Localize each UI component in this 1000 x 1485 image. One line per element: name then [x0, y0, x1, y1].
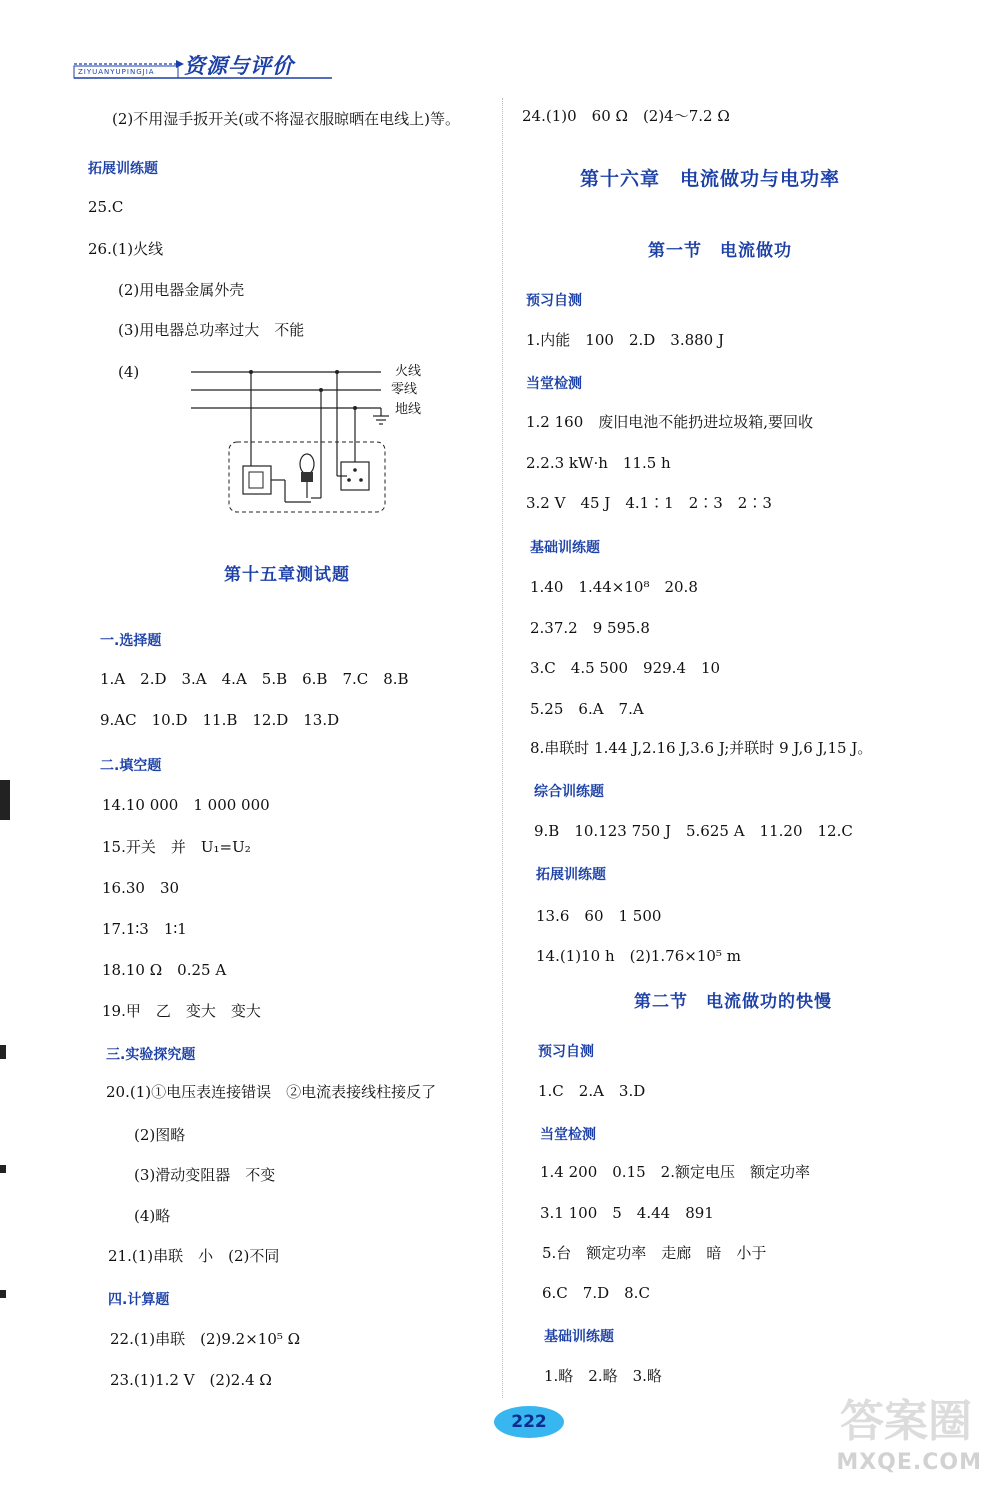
answer-line: 9.AC 10.D 11.B 12.D 13.D: [100, 711, 340, 729]
page-number: 222: [494, 1406, 564, 1438]
answer-line: 1.C 2.A 3.D: [538, 1082, 646, 1100]
section-heading: 四.计算题: [108, 1292, 170, 1308]
section-title: 第一节 电流做功: [648, 241, 792, 261]
section-heading: 二.填空题: [100, 758, 162, 774]
answer-line: 2.2.3 kW·h 11.5 h: [526, 454, 671, 472]
live-wire-label: 火线: [395, 364, 422, 379]
answer-line: (2)用电器金属外壳: [118, 281, 245, 299]
answer-line: 1.4 200 0.15 2.额定电压 额定功率: [540, 1163, 810, 1181]
answer-line: 20.(1)①电压表连接错误 ②电流表接线柱接反了: [106, 1083, 437, 1101]
earth-wire-label: 地线: [395, 402, 422, 417]
answer-line: 6.C 7.D 8.C: [542, 1284, 650, 1302]
answer-line: 1.40 1.44×10⁸ 20.8: [530, 578, 698, 596]
section-heading: 拓展训练题: [88, 161, 158, 177]
neutral-wire-label: 零线: [391, 382, 418, 397]
section-heading: 一.选择题: [100, 633, 162, 649]
answer-line: 14.(1)10 h (2)1.76×10⁵ m: [536, 947, 741, 965]
answer-line: (3)用电器总功率过大 不能: [118, 321, 305, 339]
header-subtitle: ZIYUANYUPINGJIA: [78, 68, 155, 76]
answer-line: 3.1 100 5 4.44 891: [540, 1204, 714, 1222]
watermark-logo: 答案圈: [840, 1396, 972, 1447]
answer-line: 17.1∶3 1∶1: [102, 920, 187, 938]
section-heading: 基础训练题: [544, 1329, 614, 1345]
answer-line: 1.2 160 废旧电池不能扔进垃圾箱,要回收: [526, 413, 814, 431]
watermark-url: MXQE.COM: [836, 1450, 982, 1475]
header-logo: [72, 46, 334, 84]
answer-line: 13.6 60 1 500: [536, 907, 662, 925]
answer-line: 8.串联时 1.44 J,2.16 J,3.6 J;并联时 9 J,6 J,15 J。: [530, 739, 873, 757]
answer-line: 3.C 4.5 500 929.4 10: [530, 659, 721, 677]
answer-line: 19.甲 乙 变大 变大: [102, 1002, 261, 1020]
section-heading: 综合训练题: [534, 784, 604, 800]
answer-line: 24.(1)0 60 Ω (2)4～7.2 Ω: [522, 107, 730, 125]
answer-line: 16.30 30: [102, 879, 180, 897]
section-heading: 当堂检测: [526, 376, 582, 392]
answer-line: 3.2 V 45 J 4.1∶1 2∶3 2∶3: [526, 494, 772, 512]
section-heading: 基础训练题: [530, 540, 600, 556]
answer-line: 26.(1)火线: [88, 240, 164, 258]
column-divider: [502, 98, 504, 1398]
page-edge-mark: [0, 780, 10, 820]
answer-line: 15.开关 并 U₁=U₂: [102, 838, 251, 856]
answer-line: (4): [118, 363, 140, 381]
page-edge-mark: [0, 1165, 6, 1173]
answer-line: 1.略 2.略 3.略: [544, 1367, 662, 1385]
answer-line: 14.10 000 1 000 000: [102, 796, 270, 814]
answer-line: (2)图略: [134, 1126, 186, 1144]
answer-line: 25.C: [88, 198, 124, 216]
answer-line: 1.A 2.D 3.A 4.A 5.B 6.B 7.C 8.B: [100, 670, 409, 688]
answer-line: 2.37.2 9 595.8: [530, 619, 650, 637]
page-edge-mark: [0, 1045, 6, 1059]
answer-line: 1.内能 100 2.D 3.880 J: [526, 331, 725, 349]
section-heading: 三.实验探究题: [106, 1047, 196, 1063]
section-heading: 当堂检测: [540, 1127, 596, 1143]
section-heading: 拓展训练题: [536, 867, 606, 883]
answer-line: 23.(1)1.2 V (2)2.4 Ω: [110, 1371, 272, 1389]
chapter-title: 第十五章测试题: [224, 565, 350, 585]
answer-line: 5.台 额定功率 走廊 暗 小于: [542, 1244, 767, 1262]
page-edge-mark: [0, 1290, 6, 1298]
answer-line: (2)不用湿手扳开关(或不将湿衣服晾晒在电线上)等。: [112, 110, 460, 128]
answer-line: 5.25 6.A 7.A: [530, 700, 644, 718]
answer-line: (4)略: [134, 1207, 171, 1225]
header-title: 资源与评价: [184, 54, 294, 78]
section-heading: 预习自测: [538, 1044, 594, 1060]
chapter-title: 第十六章 电流做功与电功率: [580, 168, 841, 190]
answer-line: 18.10 Ω 0.25 A: [102, 961, 227, 979]
answer-line: (3)滑动变阻器 不变: [134, 1166, 276, 1184]
section-heading: 预习自测: [526, 293, 582, 309]
circuit-diagram: [185, 358, 435, 520]
answer-line: 22.(1)串联 (2)9.2×10⁵ Ω: [110, 1330, 301, 1348]
answer-line: 9.B 10.123 750 J 5.625 A 11.20 12.C: [534, 822, 853, 840]
section-title: 第二节 电流做功的快慢: [634, 992, 832, 1012]
answer-line: 21.(1)串联 小 (2)不同: [108, 1247, 280, 1265]
